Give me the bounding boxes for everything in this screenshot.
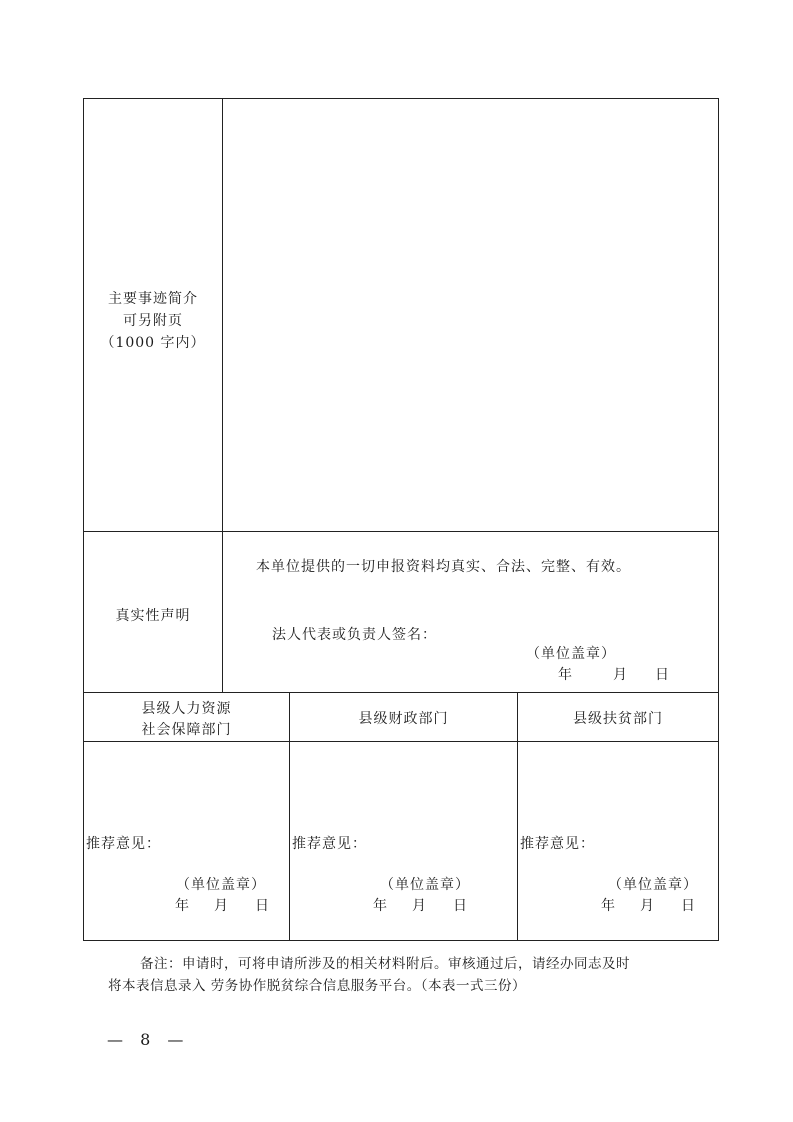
dept-1-opinion-label: 推荐意见： [86,836,161,852]
remark [108,953,630,997]
dept-1-seal: （单位盖章） [176,877,266,893]
dept-2-date-day: 日 [453,898,468,914]
dept-column-divider-1 [289,692,290,941]
dept-3-name: 县级扶贫部门 [573,711,663,727]
dept-1-name-line-1: 县级人力资源 [141,701,232,717]
table-border-bottom [83,940,719,941]
dept-2-opinion-label: 推荐意见： [292,836,367,852]
dept-1-date-month: 月 [214,898,229,914]
deeds-label-line-1: 主要事迹简介 [108,291,198,307]
remark-line-2: 将本表信息录入 劳务协作脱贫综合信息服务平台。（本表一式三份） [108,978,527,994]
dept-1-date-year: 年 [175,898,190,914]
deeds-label-line-2: 可另附页 [123,313,183,329]
declaration-seal: （单位盖章） [526,646,616,662]
table-border-left [83,98,84,941]
dept-2-name: 县级财政部门 [358,711,449,727]
dept-3-date-month: 月 [640,898,655,914]
dept-3-date-year: 年 [601,898,616,914]
row-divider-3 [83,741,719,742]
dept-2-seal: （单位盖章） [380,877,470,893]
remark-line-1: 备注：申请时，可将申请所涉及的相关材料附后。审核通过后，请经办同志及时 [140,956,630,972]
dept-1-name-line-2: 社会保障部门 [141,722,232,738]
deeds-content-area[interactable] [223,99,718,531]
declaration-statement: 本单位提供的一切申报资料均真实、合法、完整、有效。 [256,559,631,575]
dept-3-opinion-label: 推荐意见： [520,836,595,852]
declaration-label: 真实性声明 [115,608,191,624]
signature-label: 法人代表或负责人签名： [272,627,437,643]
page-number: — 8 — [107,1030,190,1049]
row-divider-2 [83,692,719,693]
declaration-date-year: 年 [558,667,573,683]
dept-3-date-day: 日 [681,898,696,914]
dept-column-divider-2 [517,692,518,941]
dept-1-date-day: 日 [255,898,270,914]
dept-2-date-year: 年 [373,898,388,914]
table-border-right [718,98,719,941]
row-divider-1 [83,531,719,532]
dept-2-date-month: 月 [412,898,427,914]
dept-3-seal: （单位盖章） [608,877,698,893]
deeds-label-line-3: （1000 字内） [100,335,206,351]
declaration-date-month: 月 [613,667,628,683]
declaration-date-day: 日 [655,667,670,683]
